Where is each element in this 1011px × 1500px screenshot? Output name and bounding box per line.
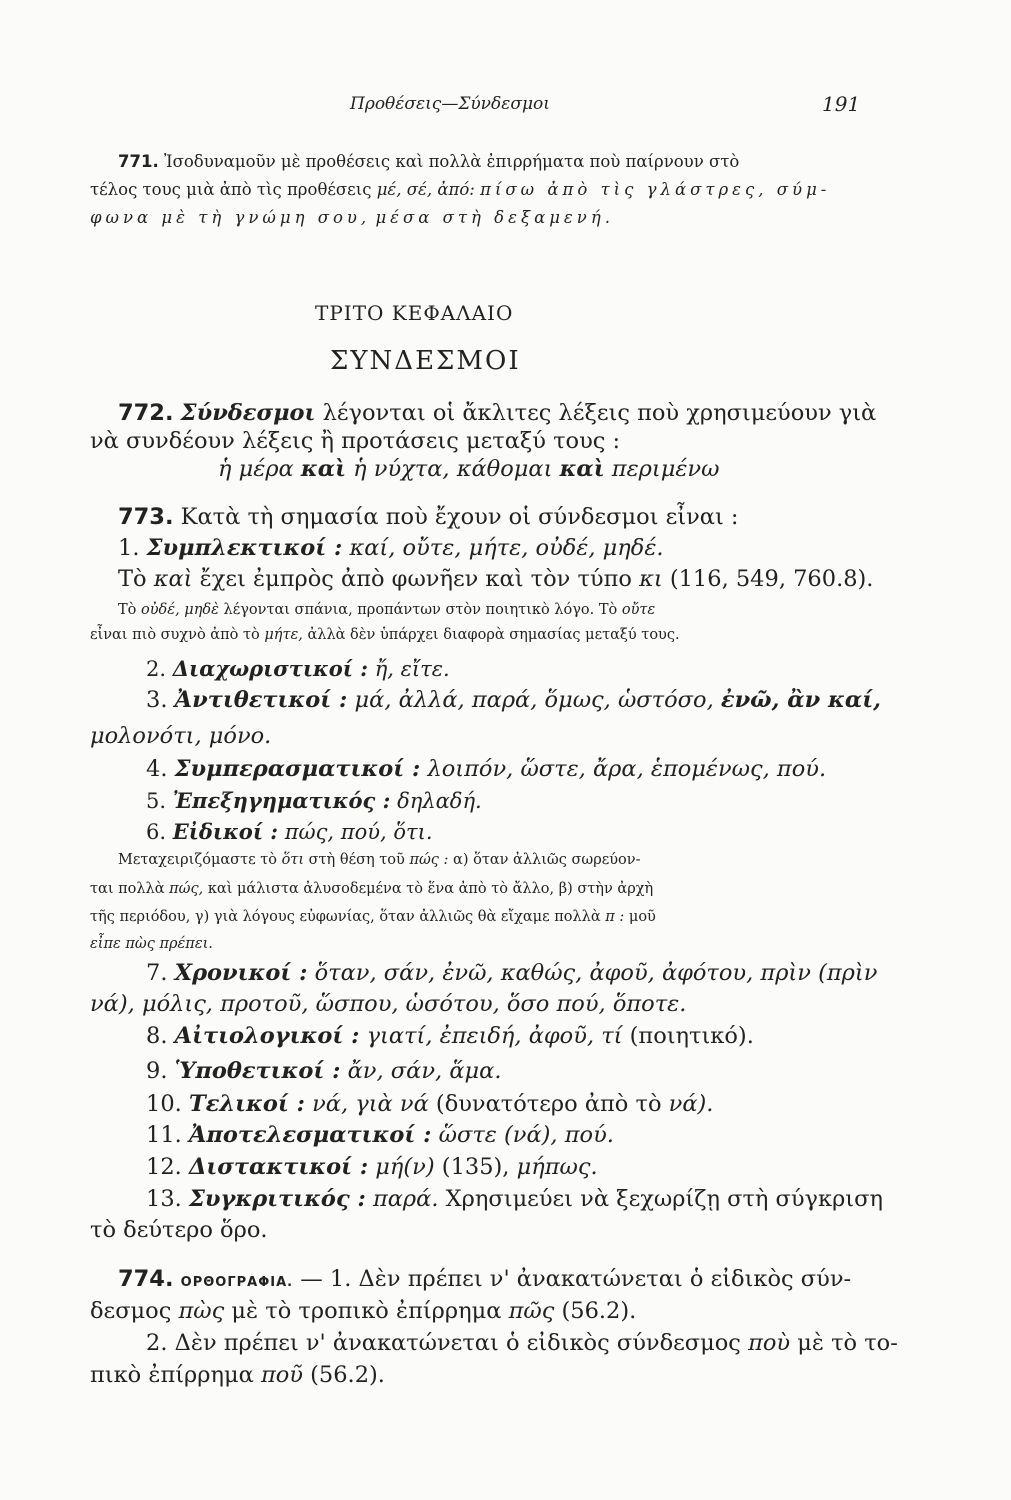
item-number: 4.	[146, 756, 168, 782]
section-label: ΟΡΘΟΓΡΑΦΙΑ.	[180, 1275, 294, 1290]
item-13-cont: τὸ δεύτερο ὅρο.	[90, 1217, 268, 1243]
example: καὶ	[300, 456, 346, 482]
text: ται πολλὰ	[90, 881, 165, 897]
example: ποὺ	[748, 1330, 791, 1356]
example: μέ, σέ, ἀπό:	[376, 180, 475, 199]
item-7	[146, 962, 877, 985]
term: Συμπερασματικοί :	[174, 756, 421, 782]
text: (56.2).	[310, 1362, 385, 1388]
text: μοῦ	[628, 909, 656, 925]
example: περιμένω	[611, 456, 720, 482]
example-line	[218, 458, 719, 481]
text: (56.2).	[561, 1298, 637, 1324]
item-number: 10.	[146, 1091, 182, 1117]
paragraph-774-line	[146, 1332, 898, 1355]
example: οὐδέ, μηδὲ	[141, 602, 219, 618]
words: ὥστε (νά), πού.	[438, 1122, 614, 1148]
page-number: 191	[822, 92, 861, 116]
words: καί, οὔτε, μήτε, οὐδέ, μηδέ.	[349, 535, 664, 561]
chapter-number: ΤΡΙΤΟ ΚΕΦΑΛΑΙΟ	[315, 301, 514, 325]
item-13	[146, 1188, 883, 1211]
item-6	[146, 821, 433, 843]
term: Ἐπεξηγηματικός :	[172, 788, 391, 813]
text: λέγονται οἱ ἄκλιτες λέξεις ποὺ χρησιμεύουν γιὰ	[322, 400, 877, 426]
item-number: 5.	[146, 789, 167, 813]
item-1-remark-line	[90, 628, 680, 643]
item-3-cont: μολονότι, μόνο.	[90, 723, 272, 749]
item-number: 13.	[146, 1186, 182, 1212]
term: Διαχωριστικοί :	[172, 656, 369, 681]
example: καὶ	[559, 456, 605, 482]
example: φωνα μὲ τὴ γνώμη σου,	[90, 208, 371, 227]
paragraph-772-line	[118, 402, 876, 425]
text: — 1. Δὲν πρέπει ν' ἀνακατώνεται ὁ εἰδικὸς σύν-	[300, 1266, 852, 1292]
item-6-note-line	[90, 910, 656, 925]
paragraph-773-line	[118, 506, 739, 529]
words: λοιπόν, ὥστε, ἄρα, ἑπομένως, πού.	[427, 756, 827, 782]
text: στὴ θέση τοῦ	[308, 852, 405, 868]
words: μή(ν)	[375, 1154, 435, 1180]
item-number: 3.	[146, 687, 168, 713]
item-number: 2.	[146, 657, 167, 681]
item-number: 6.	[146, 820, 167, 844]
term: Ἀποτελεσματικοί :	[188, 1122, 432, 1148]
example: πώς,	[169, 881, 204, 897]
words: ἐνῶ, ἂν καί,	[720, 687, 881, 713]
text: (δυνατότερο ἀπὸ τὸ	[435, 1091, 662, 1117]
paragraph-772-line: νὰ συνδέουν λέξεις ἢ προτάσεις μεταξύ τους :	[90, 428, 621, 454]
words: ἄν, σάν, ἅμα.	[347, 1058, 502, 1084]
words: μήπως.	[516, 1154, 598, 1180]
text: Κατὰ τὴ σημασία ποὺ ἔχουν οἱ σύνδεσμοι εἶναι :	[180, 504, 739, 530]
item-11	[146, 1124, 614, 1147]
example: οὔτε	[621, 602, 656, 618]
paragraph-774-line	[90, 1364, 385, 1387]
example: κι	[639, 566, 663, 592]
item-number: 1.	[118, 535, 140, 561]
text: (116, 549, 760.8).	[669, 566, 874, 592]
item-3	[146, 689, 881, 712]
words: νά, γιὰ νά	[312, 1091, 429, 1117]
text: εἶναι πιὸ συχνὸ ἀπὸ τὸ	[90, 627, 260, 643]
text: ἔχει ἐμπρὸς ἀπὸ φωνῆεν καὶ τὸν τύπο	[199, 566, 632, 592]
text: 2. Δὲν πρέπει ν' ἀνακατώνεται ὁ εἰδικὸς σύνδεσμος	[146, 1330, 741, 1356]
item-1	[118, 537, 664, 560]
item-number: 9.	[146, 1058, 168, 1084]
words: ἤ, εἴτε.	[374, 657, 450, 681]
example: καὶ	[153, 566, 193, 592]
example: μέσα στὴ δεξαμενή.	[375, 208, 614, 227]
term: Χρονικοί :	[174, 960, 308, 986]
item-number: 11.	[146, 1122, 182, 1148]
example: πίσω ἀπὸ τὶς γλάστρες, σύμ-	[480, 180, 831, 199]
paragraph-771-line	[90, 182, 830, 199]
text: μὲ τὸ τροπικὸ ἐπίρρημα	[231, 1298, 502, 1324]
item-10	[146, 1093, 713, 1116]
term: Τελικοί :	[188, 1091, 305, 1117]
text: Τὸ	[118, 566, 147, 592]
text: ἀλλὰ δὲν ὑπάρχει διαφορὰ σημασίας μεταξύ τους.	[307, 627, 680, 643]
chapter-title: ΣΥΝΔΕΣΜΟΙ	[330, 346, 521, 376]
paragraph-774-line	[90, 1300, 636, 1323]
text: Μεταχειριζόμαστε τὸ	[118, 852, 277, 868]
paragraph-number: 774.	[118, 1266, 174, 1292]
running-title: Προθέσεις—Σύνδεσμοι	[350, 94, 550, 114]
text: (ποιητικό).	[629, 1023, 754, 1049]
example: πῶς	[508, 1298, 555, 1324]
words: γιατί, ἐπειδή, ἀφοῦ, τί	[366, 1023, 623, 1049]
item-6-note-line	[118, 853, 640, 868]
words: νά).	[668, 1091, 714, 1117]
term: Αἰτιολογικοί :	[174, 1023, 360, 1049]
paragraph-774-line	[118, 1268, 851, 1291]
text: Τὸ	[118, 602, 137, 618]
text: δεσμος	[90, 1298, 172, 1324]
item-1-note	[118, 568, 873, 591]
words: πώς, πού, ὅτι.	[284, 820, 433, 844]
paragraph-771-line	[90, 210, 614, 227]
text: (135),	[441, 1154, 510, 1180]
item-4	[146, 758, 826, 781]
text: Ἰσοδυναμοῦν μὲ προθέσεις καὶ πολλὰ ἐπιρρήματα ποὺ παίρνουν στὸ	[163, 152, 740, 171]
text: πικὸ ἐπίρρημα	[90, 1362, 254, 1388]
paragraph-771-line	[118, 154, 739, 171]
term: Διστακτικοί :	[188, 1154, 369, 1180]
term: Εἰδικοί :	[172, 819, 279, 844]
item-8	[146, 1025, 754, 1048]
item-6-note-line	[90, 882, 653, 897]
text: α) ὅταν ἀλλιῶς σωρεύον-	[453, 852, 641, 868]
item-12	[146, 1156, 598, 1179]
example: πὼς	[178, 1298, 225, 1324]
item-7-cont: νά), μόλις, προτοῦ, ὥσπου, ὡσότου, ὅσο πού, ὅποτε.	[90, 991, 687, 1017]
term: Ἀντιθετικοί :	[174, 687, 348, 713]
example: π :	[605, 909, 625, 925]
item-number: 12.	[146, 1154, 182, 1180]
words: δηλαδή.	[397, 789, 482, 813]
words: παρά.	[372, 1186, 439, 1212]
item-9	[146, 1060, 501, 1083]
example: ἡ μέρα	[218, 456, 294, 482]
text: τέλος τους μιὰ ἀπὸ τὶς προθέσεις	[90, 180, 372, 199]
words: μά, ἀλλά, παρά, ὅμως, ὡστόσο,	[354, 687, 714, 713]
item-6-note-line: εἶπε πὼς πρέπει.	[90, 936, 213, 952]
paragraph-number: 772.	[118, 400, 174, 426]
text: καὶ μάλιστα ἀλυσοδεμένα τὸ ἕνα ἀπὸ τὸ ἄλλο, β) στὴν ἀρχὴ	[207, 881, 654, 897]
item-5	[146, 790, 482, 812]
term: Συμπλεκτικοί :	[146, 535, 343, 561]
item-2	[146, 658, 450, 680]
example: πώς :	[409, 852, 449, 868]
paragraph-number: 771.	[118, 152, 159, 171]
example: μήτε,	[264, 627, 303, 643]
example: ποῦ	[260, 1362, 303, 1388]
words: ὅταν, σάν, ἐνῶ, καθώς, ἀφοῦ, ἀφότου, πρὶν (πρὶν	[314, 960, 878, 986]
example: ἡ νύχτα, κάθομαι	[353, 456, 553, 482]
item-1-remark-line	[118, 603, 655, 618]
text: μὲ τὸ το-	[797, 1330, 898, 1356]
text: λέγονται σπάνια, προπάντων στὸν ποιητικὸ λόγο. Τὸ	[223, 602, 618, 618]
term: Σύνδεσμοι	[180, 400, 316, 426]
example: ὅτι	[281, 852, 305, 868]
paragraph-number: 773.	[118, 504, 174, 530]
text: Χρησιμεύει νὰ ξεχωρίζῃ στὴ σύγκριση	[445, 1186, 883, 1212]
text: τῆς περιόδου, γ) γιὰ λόγους εὐφωνίας, ὅταν ἀλλιῶς θὰ εἴχαμε πολλὰ	[90, 909, 601, 925]
item-number: 7.	[146, 960, 168, 986]
term: Ὑποθετικοί :	[174, 1058, 341, 1084]
term: Συγκριτικός :	[188, 1186, 366, 1212]
item-number: 8.	[146, 1023, 168, 1049]
